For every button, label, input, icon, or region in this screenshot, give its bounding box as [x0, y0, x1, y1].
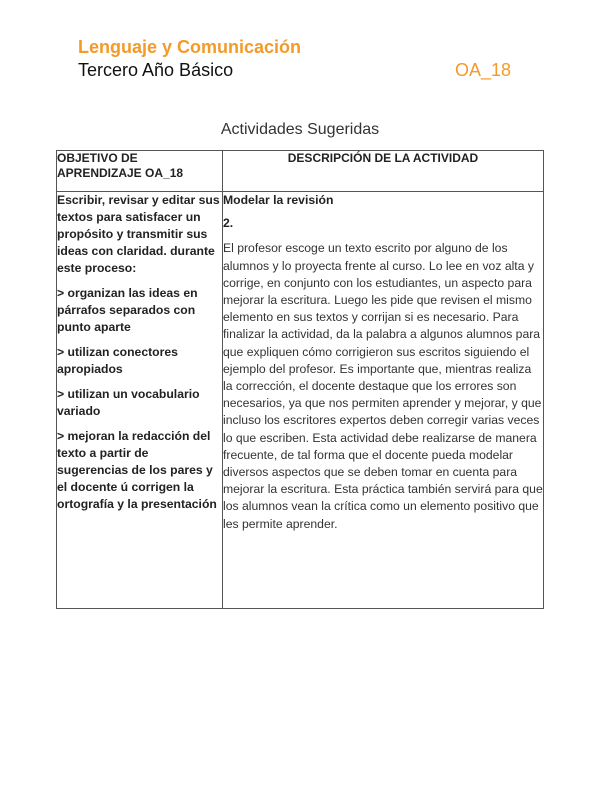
activities-table	[56, 150, 544, 609]
objective-indicator: > utilizan un vocabulario variado	[57, 387, 200, 418]
table-row	[57, 192, 544, 609]
subject-title: Lenguaje y Comunicación	[78, 37, 302, 57]
activity-name: Modelar la revisión	[223, 193, 334, 207]
description-cell	[223, 192, 544, 609]
objective-code: OA_18	[455, 60, 512, 80]
section-title: Actividades Sugeridas	[220, 121, 380, 138]
objective-indicator: > utilizan conectores apropiados	[57, 345, 178, 376]
objective-statement: Escribir, revisar y editar sus textos para satisfacer un propósito y transmitir sus ideas con claridad. durante este proceso:	[57, 193, 220, 275]
activity-description: El profesor escoge un texto escrito por alguno de los alumnos y lo proyecta frente al curso. Lo lee en voz alta y corrige, en conjunto con los estudiantes, un aspecto para mejorar la escritura. Luego les pide que revisen el mismo elemento en sus textos y corrijan si es necesario. Para finalizar la actividad, da la palabra a algunos alumnos para que expliquen cómo corrigieron sus escritos siguiendo el ejemplo del profesor. Es importante que, mientras realiza la corrección, el docente destaque que los errores son necesarios, ya que nos permiten aprender y mejorar, y que incluso los escritores expertos deben corregir varias veces lo que escriben. Esta actividad debe realizarse de manera frecuente, de tal forma que el docente pueda modelar diversos aspectos que se deben tomar en cuenta para mejorar la escritura. Esta práctica también servirá para que los alumnos vean la crítica como un elemento positivo que les permite aprender.	[223, 241, 543, 531]
objective-indicator: > organizan las ideas en párrafos separados con punto aparte	[57, 286, 198, 334]
description-column-header: DESCRIPCIÓN DE LA ACTIVIDAD	[223, 151, 544, 192]
objective-cell	[57, 192, 223, 609]
objective-indicator: > mejoran la redacción del texto a partir de sugerencias de los pares y el docente ú corrigen la ortografía y la presentación	[57, 429, 217, 511]
table-header-row	[57, 151, 544, 192]
objective-column-header: OBJETIVO DE APRENDIZAJE OA_18	[57, 151, 223, 192]
grade-label: Tercero Año Básico	[78, 60, 234, 80]
activity-number: 2.	[223, 216, 234, 231]
